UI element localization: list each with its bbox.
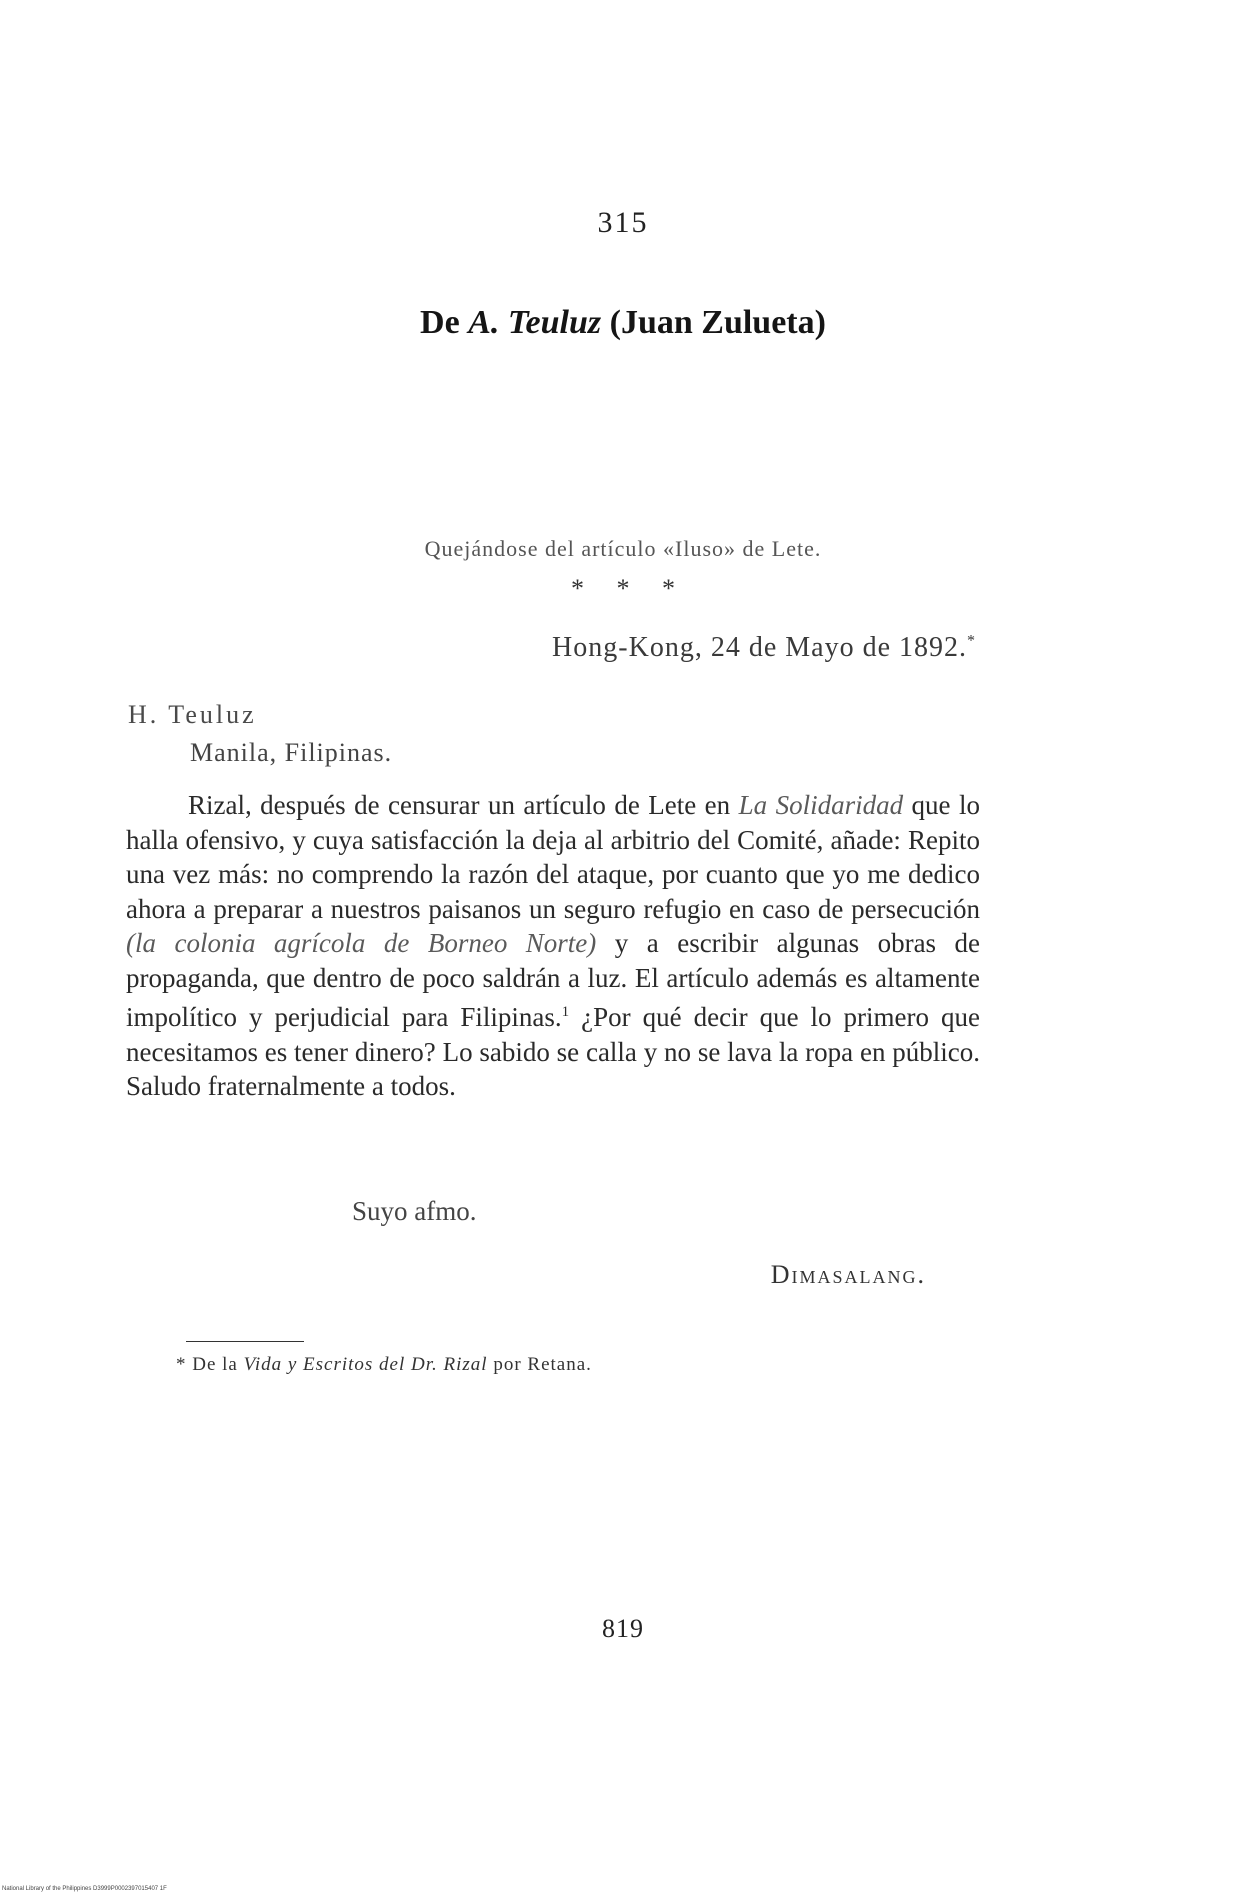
title-prefix: De xyxy=(420,304,460,341)
dateline-text: Hong-Kong, 24 de Mayo de 1892. xyxy=(552,632,967,663)
signature: Dimasalang. xyxy=(770,1260,926,1289)
footnote xyxy=(176,1354,592,1376)
title-suffix: (Juan Zulueta) xyxy=(609,304,826,341)
body-part-1: Rizal, después de censurar un artículo de Lete en xyxy=(188,790,731,820)
footnote-mark: * xyxy=(176,1354,187,1375)
footnote-work: Vida y Escritos del Dr. Rizal xyxy=(243,1354,488,1375)
publication-name: La Solidaridad xyxy=(738,790,904,820)
page-number-top: 315 xyxy=(597,206,649,239)
closing: Suyo afmo. xyxy=(352,1196,477,1226)
footnote-author: Retana. xyxy=(527,1354,592,1375)
separator-stars: * * * xyxy=(571,574,675,603)
dateline xyxy=(552,632,976,664)
addressee: H. Teuluz xyxy=(128,700,257,729)
body-part-3: y a escribir algunas obras de propaganda, que dentro de poco saldrán a luz. El artículo además es altamente impolítico y perjudicial para Filipinas. xyxy=(126,928,981,1032)
colony-name: (la colonia agrícola de Borneo Norte) xyxy=(126,928,597,958)
body-part-2: que lo halla ofensivo, y cuya satisfacción la deja al arbitrio del Comité, añade: Repito una vez más: no comprendo la razón del ataque, por cuanto que yo me dedico ahora a preparar a nuestros paisanos un seguro refugio en caso de persecución xyxy=(126,790,980,924)
letter-body xyxy=(126,788,980,1104)
footnote-text-2: por xyxy=(493,1354,522,1375)
letter-title xyxy=(0,304,1246,342)
footnote-text-1: De la xyxy=(192,1354,238,1375)
address: Manila, Filipinas. xyxy=(190,738,393,767)
title-name: A. Teuluz xyxy=(468,304,602,341)
body-part-4: ¿Por qué decir que lo primero que necesitamos es tener dinero? Lo sabido se calla y no se lava la ropa en público. Saludo fraternalmente a todos. xyxy=(126,1002,981,1101)
footnote-ref: 1 xyxy=(561,1004,570,1020)
page-number-bottom: 819 xyxy=(602,1614,644,1643)
letter-summary: Quejándose del artículo «Iluso» de Lete. xyxy=(424,536,822,561)
footnote-divider xyxy=(186,1341,304,1342)
scan-credit: National Library of the Philippines D3999P0002397015407 1F xyxy=(2,1886,167,1892)
dateline-mark: * xyxy=(967,632,976,650)
